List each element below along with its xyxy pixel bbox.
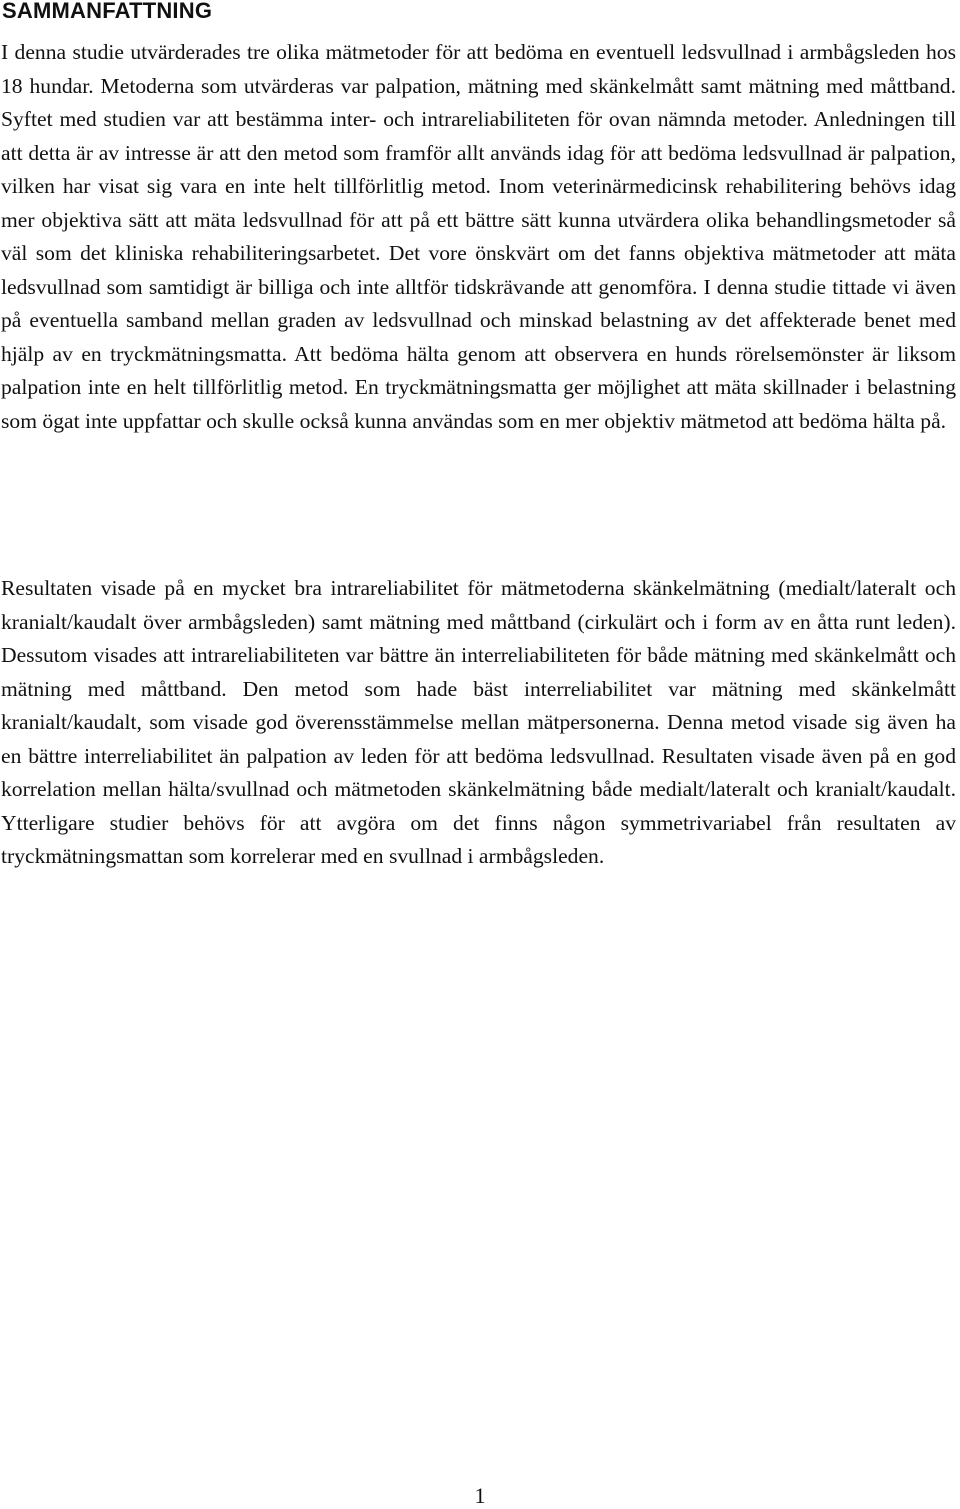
page-number: 1: [474, 1483, 486, 1508]
abstract-paragraph-1: I denna studie utvärderades tre olika mätmetoder för att bedöma en eventuell ledsvullnad i armbågsleden hos 18 hundar. Metoderna som utvärderas var palpation, mätning med skänkelmått samt mätning med måttband. Syftet med studien var att bestämma inter- och intrareliabiliteten för ovan nämnda metoder. Anledningen till att detta är av intresse är att den metod som framför allt används idag för att bedöma ledsvullnad är palpation, vilken har visat sig vara en inte helt tillförlitlig metod. Inom veterinärmedicinsk rehabilitering behövs idag mer objektiva sätt att mäta ledsvullnad för att på ett bättre sätt kunna utvärdera olika behandlingsmetoder så väl som det kliniska rehabiliteringsarbetet. Det vore önskvärt om det fanns objektiva mätmetoder att mäta ledsvullnad som samtidigt är billiga och inte alltför tidskrävande att genomföra. I denna studie tittade vi även på eventuella samband mellan graden av ledsvullnad och minskad belastning av det affekterade benet med hjälp av en tryckmätningsmatta. Att bedöma hälta genom att observera en hunds rörelsemönster är liksom palpation inte en helt tillförlitlig metod. En tryckmätningsmatta ger möjlighet att mäta skillnader i belastning som ögat inte uppfattar och skulle också kunna användas som en mer objektiv mätmetod att bedöma hälta på.: [1, 40, 956, 433]
section-heading: SAMMANFATTNING: [2, 0, 213, 23]
abstract-paragraph-2: Resultaten visade på en mycket bra intrareliabilitet för mätmetoderna skänkelmätning (medialt/lateralt och kranialt/kaudalt över armbågsleden) samt mätning med måttband (cirkulärt och i form av en åtta runt leden). Dessutom visades att intrareliabiliteten var bättre än interreliabiliteten för både mätning med skänkelmått och mätning med måttband. Den metod som hade bäst interreliabilitet var mätning med skänkelmått kranialt/kaudalt, som visade god överensstämmelse mellan mätpersonerna. Denna metod visade sig även ha en bättre interreliabilitet än palpation av leden för att bedöma ledsvullnad. Resultaten visade även på en god korrelation mellan hälta/svullnad och mätmetoden skänkelmätning både medialt/lateralt och kranialt/kaudalt. Ytterligare studier behövs för att avgöra om det finns någon symmetrivariabel från resultaten av tryckmätningsmattan som korrelerar med en svullnad i armbågsleden.: [1, 576, 956, 868]
